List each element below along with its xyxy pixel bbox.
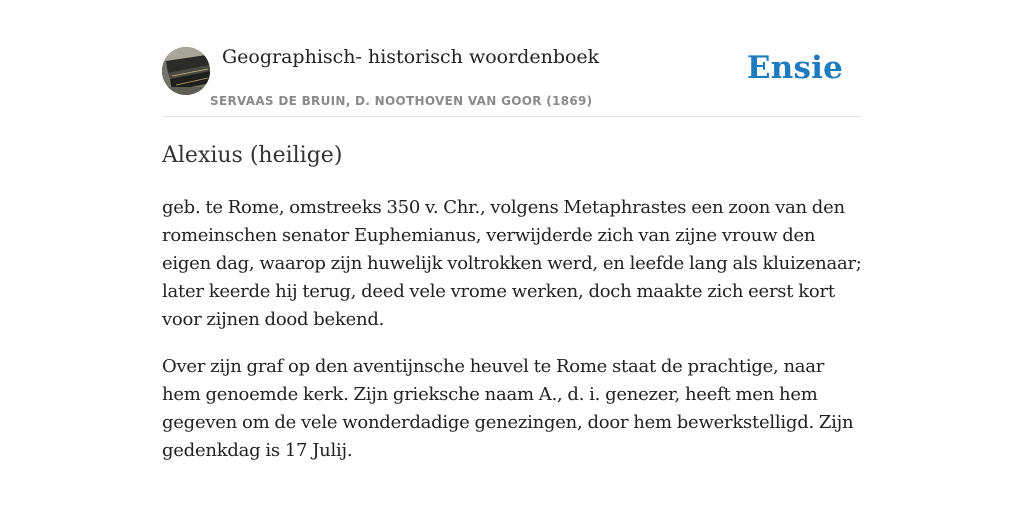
entry-body — [162, 194, 862, 465]
header — [162, 0, 862, 117]
entry-title: Alexius (heilige) — [162, 143, 343, 168]
book-authors: SERVAAS DE BRUIN, D. NOOTHOVEN VAN GOOR (1869) — [210, 94, 593, 108]
book-title[interactable]: Geographisch- historisch woordenboek — [222, 46, 600, 68]
page — [162, 0, 862, 484]
entry-paragraph: Over zijn graf op den aventijnsche heuvel te Rome staat de prachtige, naar hem genoemde kerk. Zijn grieksche naam A., d. i. genezer, heeft men hem gegeven om de vele wonderdadige genezingen, door hem bewerkstelligd. Zijn gedenkdag is 17 Julij. — [162, 356, 854, 461]
brand-logo[interactable]: Ensie — [746, 50, 843, 86]
book-cover-icon[interactable] — [162, 47, 210, 95]
entry-paragraph: geb. te Rome, omstreeks 350 v. Chr., volgens Metaphrastes een zoon van den romeinschen senator Euphemianus, verwijderde zich van zijne vrouw den eigen dag, waarop zijn huwelijk voltrokken werd, en leefde lang als kluizenaar; later keerde hij terug, deed vele vrome werken, doch maakte zich eerst kort voor zijnen dood bekend. — [162, 197, 862, 330]
